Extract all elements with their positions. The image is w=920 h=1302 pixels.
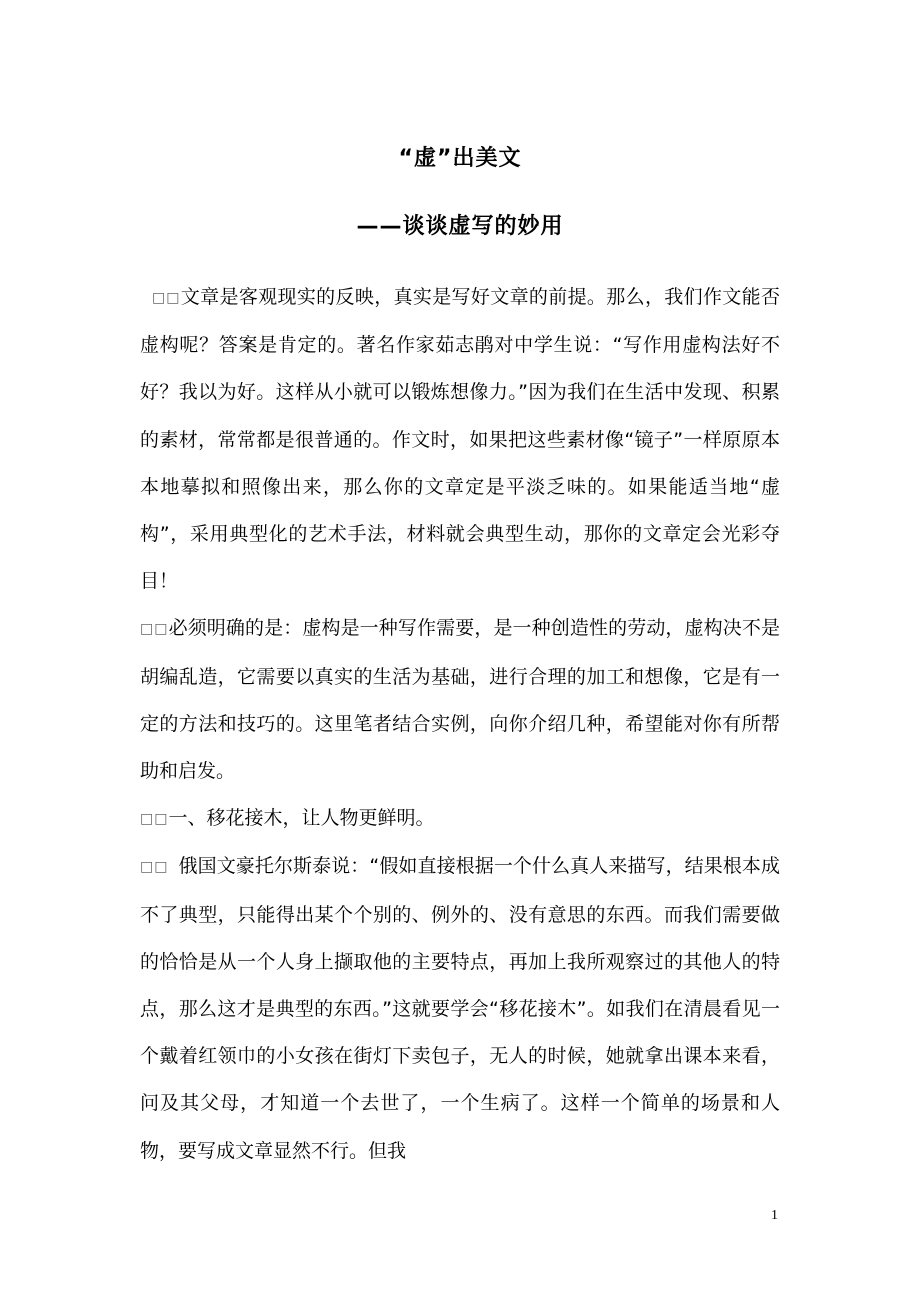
paragraph-text: 文章是客观现实的反映，真实是写好文章的前提。那么，我们作文能否虚构呢？答案是肯定的。著名作家茹志鹃对中学生说：“写作用虚构法好不好？我以为好。这样从小就可以锻炼想像力。”因为我们在生活中发现、积累的素材，常常都是很普通的。作文时，如果把这些素材像“镜子”一样原原本本地摹拟和照像出来，那么你的文章定是平淡乏味的。如果能适当地“虚构”，采用典型化的艺术手法，材料就会典型生动，那你的文章定会光彩夺目！	[140, 286, 780, 593]
document-subtitle: ——谈谈虚写的妙用	[356, 214, 564, 239]
page-number: 1	[771, 1208, 778, 1223]
paragraph-lead-marker: □□	[152, 290, 181, 306]
paragraph-lead-marker: □□	[140, 811, 169, 828]
paragraph-lead-marker: □□	[140, 621, 169, 638]
document-title: “虚”出美文	[398, 146, 522, 171]
paragraph-intro	[140, 274, 780, 605]
section-heading-text: 一、移花接木，让人物更鲜明。	[168, 807, 435, 830]
document-body	[140, 274, 780, 1175]
section-heading	[140, 795, 780, 843]
paragraph-clarification	[140, 605, 780, 795]
paragraph-tolstoy	[140, 843, 780, 1174]
paragraph-text: 俄国文豪托尔斯泰说：“假如直接根据一个什么真人来描写，结果根本成不了典型，只能得出某个个别的、例外的、没有意思的东西。而我们需要做的恰恰是从一个人身上撷取他的主要特点，再加上我所观察过的其他人的特点，那么这才是典型的东西。”这就要学会“移花接木”。如我们在清晨看见一个戴着红领巾的小女孩在街灯下卖包子，无人的时候，她就拿出课本来看，问及其父母，才知道一个去世了，一个生病了。这样一个简单的场景和人物，要写成文章显然不行。但我	[140, 855, 780, 1162]
paragraph-text: 必须明确的是：虚构是一种写作需要，是一种创造性的劳动，虚构决不是胡编乱造，它需要以真实的生活为基础，进行合理的加工和想像，它是有一定的方法和技巧的。这里笔者结合实例，向你介绍几种，希望能对你有所帮助和启发。	[140, 617, 780, 783]
paragraph-lead-marker: □□	[140, 859, 169, 876]
